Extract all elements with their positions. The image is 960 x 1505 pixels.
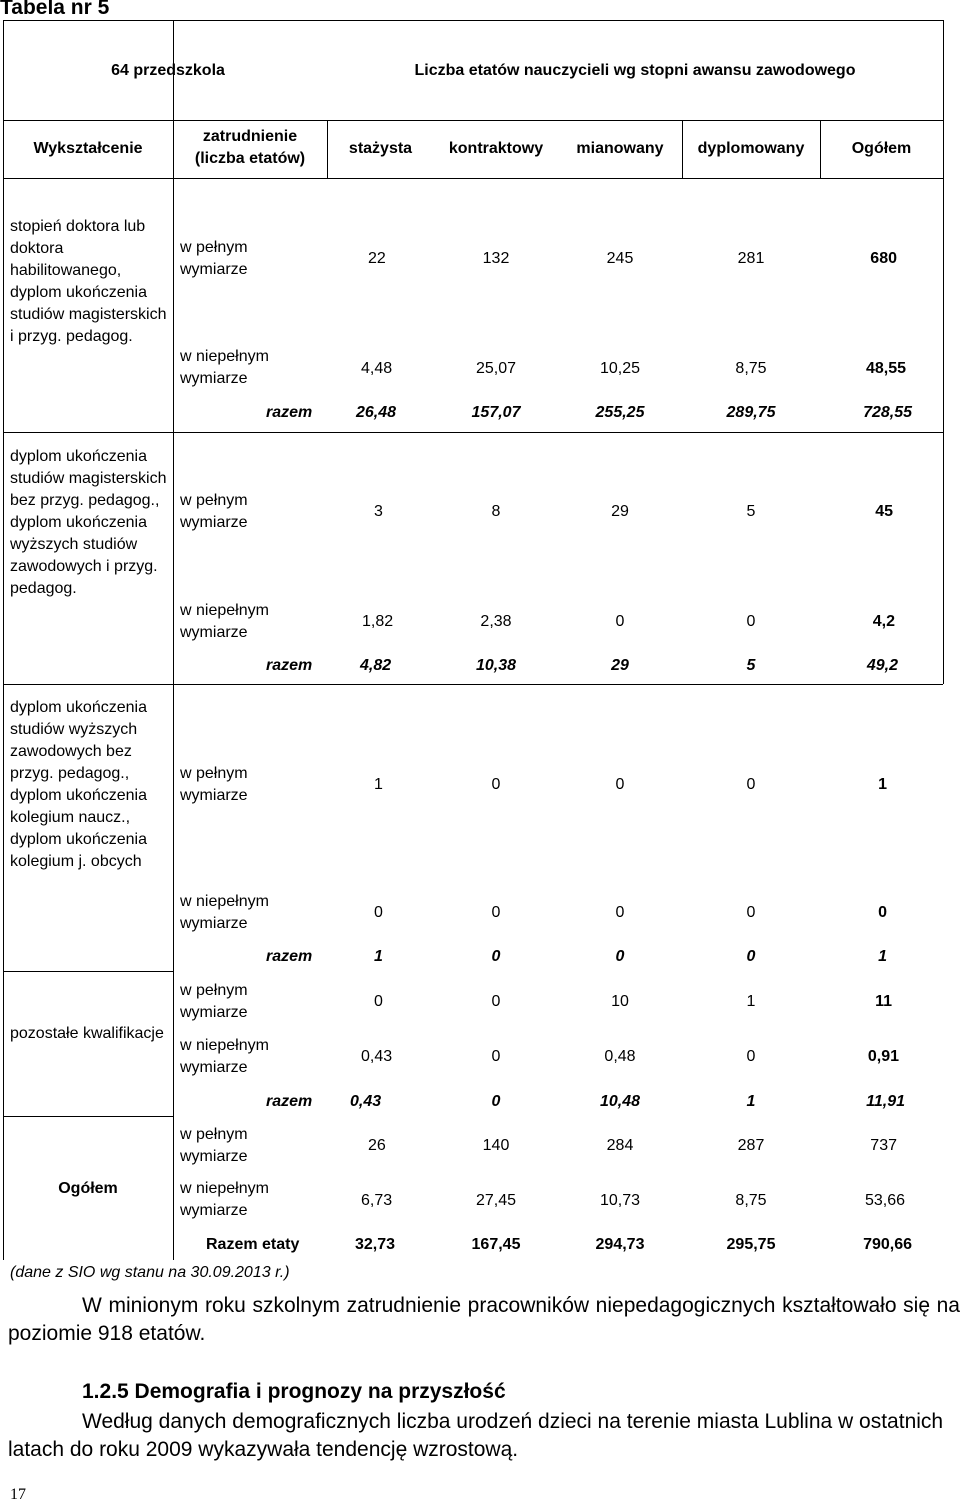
row2-full-label: w pełnym wymiarze	[180, 492, 248, 531]
row2-part-label: w niepełnym wymiarze	[180, 602, 269, 641]
row2-part-intern: 1,82	[362, 613, 394, 630]
row3-full-intern: 1	[374, 776, 383, 793]
group-title: Liczba etatów nauczycieli wg stopni awansu zawodowego	[414, 62, 856, 79]
grand-sum-appointed: 294,73	[595, 1236, 645, 1253]
col-contract: kontraktowy	[448, 140, 544, 157]
row3-sum-contract: 0	[491, 948, 501, 965]
row1-sum-total: 728,55	[863, 404, 912, 421]
row2-full-total: 45	[875, 503, 893, 520]
col-employment: zatrudnienie (liczba etatów)	[194, 128, 306, 167]
grand-sum-contract: 167,45	[471, 1236, 521, 1253]
institutions-count: 64 przedszkola	[111, 62, 225, 79]
row3-sum-total: 1	[878, 948, 887, 965]
row1-part-total: 48,55	[865, 360, 906, 377]
row5-full-contract: 140	[482, 1137, 510, 1154]
row5-full-intern: 26	[368, 1137, 386, 1154]
row4-full-intern: 0	[374, 993, 383, 1010]
row1-full-appointed: 245	[606, 250, 634, 267]
row4-part-certified: 0	[746, 1048, 756, 1065]
row5-part-intern: 6,73	[361, 1192, 393, 1209]
page-number: 17	[10, 1486, 26, 1503]
col-certified: dyplomowany	[697, 140, 805, 157]
row4-sum-label: razem	[266, 1093, 313, 1110]
row1-sum-appointed: 255,25	[595, 404, 645, 421]
row2-sum-label: razem	[266, 657, 313, 674]
row5-full-certified: 287	[737, 1137, 765, 1154]
row1-sum-intern: 26,48	[356, 404, 397, 421]
row3-sum-intern: 1	[374, 948, 383, 965]
row4-full-contract: 0	[491, 993, 501, 1010]
row4-part-total: 0,91	[867, 1048, 899, 1065]
row3-full-total: 1	[878, 776, 887, 793]
row1-full-contract: 132	[482, 250, 510, 267]
paragraph-staff: W minionym roku szkolnym zatrudnienie pracowników niepedagogicznych kształtowało się na poziomie 918 etatów.	[8, 1294, 960, 1345]
row2-full-certified: 5	[746, 503, 756, 520]
row2-sum-certified: 5	[746, 657, 756, 674]
row2-full-contract: 8	[491, 503, 501, 520]
row5-part-label: w niepełnym wymiarze	[180, 1180, 269, 1219]
row5-full-total: 737	[870, 1137, 897, 1154]
col-total: Ogółem	[851, 140, 912, 157]
row3-part-certified: 0	[746, 904, 756, 921]
row3-full-label: w pełnym wymiarze	[180, 765, 248, 804]
row2-full-appointed: 29	[611, 503, 629, 520]
grand-sum-total: 790,66	[863, 1236, 912, 1253]
row3-full-certified: 0	[746, 776, 756, 793]
row1-sum-certified: 289,75	[726, 404, 776, 421]
row1-full-certified: 281	[737, 250, 765, 267]
row3-sum-appointed: 0	[615, 948, 625, 965]
row3-education: dyplom ukończenia studiów wyższych zawodowych bez przyg. pedagog., dyplom ukończenia kolegium naucz., dyplom ukończenia kolegium j. obcych	[10, 699, 147, 870]
row2-sum-intern: 4,82	[360, 657, 392, 674]
row5-full-appointed: 284	[606, 1137, 634, 1154]
col-intern: stażysta	[348, 140, 413, 157]
row3-part-contract: 0	[491, 904, 501, 921]
row1-part-contract: 25,07	[475, 360, 517, 377]
row5-full-label: w pełnym wymiarze	[180, 1126, 248, 1165]
row4-sum-contract: 0	[491, 1093, 501, 1110]
row4-sum-total: 11,91	[866, 1093, 905, 1110]
row4-part-contract: 0	[491, 1048, 501, 1065]
row1-sum-label: razem	[266, 404, 313, 421]
row2-sum-total: 49,2	[866, 657, 898, 674]
row5-education: Ogółem	[58, 1180, 118, 1197]
row3-full-contract: 0	[491, 776, 501, 793]
row1-part-intern: 4,48	[361, 360, 393, 377]
row2-part-certified: 0	[746, 613, 756, 630]
row3-full-appointed: 0	[615, 776, 625, 793]
row2-part-contract: 2,38	[480, 613, 512, 630]
row4-part-intern: 0,43	[361, 1048, 393, 1065]
source-note: (dane z SIO wg stanu na 30.09.2013 r.)	[10, 1264, 290, 1281]
grand-sum-intern: 32,73	[355, 1236, 396, 1253]
row1-part-appointed: 10,25	[599, 360, 641, 377]
col-appointed: mianowany	[576, 140, 664, 157]
section-heading: 1.2.5 Demografia i prognozy na przyszłość	[82, 1380, 506, 1403]
row4-full-certified: 1	[746, 993, 756, 1010]
row4-education: pozostałe kwalifikacje	[10, 1025, 164, 1042]
row3-sum-certified: 0	[746, 948, 756, 965]
row1-education: stopień doktora lub doktora habilitowanego, dyplom ukończenia studiów magisterskich i przyg. pedagog.	[10, 218, 167, 345]
row2-education: dyplom ukończenia studiów magisterskich bez przyg. pedagog., dyplom ukończenia wyższych studiów zawodowych i przyg. pedagog.	[10, 448, 167, 597]
grand-sum-certified: 295,75	[726, 1236, 776, 1253]
row4-full-total: 11	[875, 993, 892, 1010]
row4-full-appointed: 10	[611, 993, 629, 1010]
table-title: Tabela nr 5	[0, 0, 110, 19]
row5-part-certified: 8,75	[735, 1192, 767, 1209]
row2-full-intern: 3	[374, 503, 383, 520]
row3-sum-label: razem	[266, 948, 313, 965]
row5-part-total: 53,66	[864, 1192, 905, 1209]
row1-part-label: w niepełnym wymiarze	[180, 348, 269, 387]
row2-part-total: 4,2	[872, 613, 895, 630]
row1-part-certified: 8,75	[735, 360, 767, 377]
row4-sum-intern: 0,43	[350, 1093, 382, 1110]
row5-part-contract: 27,45	[475, 1192, 517, 1209]
row4-full-label: w pełnym wymiarze	[180, 982, 248, 1021]
row1-full-intern: 22	[368, 250, 386, 267]
row2-sum-contract: 10,38	[475, 657, 517, 674]
row4-sum-appointed: 10,48	[599, 1093, 641, 1110]
row4-part-label: w niepełnym wymiarze	[180, 1037, 269, 1076]
row1-sum-contract: 157,07	[471, 404, 521, 421]
row3-part-appointed: 0	[615, 904, 625, 921]
row3-part-label: w niepełnym wymiarze	[180, 893, 269, 932]
row4-part-appointed: 0,48	[604, 1048, 636, 1065]
row3-part-total: 0	[878, 904, 887, 921]
row2-part-appointed: 0	[615, 613, 625, 630]
row4-sum-certified: 1	[746, 1093, 756, 1110]
row1-full-total: 680	[870, 250, 897, 267]
col-education: Wykształcenie	[33, 140, 143, 157]
row5-part-appointed: 10,73	[599, 1192, 641, 1209]
row1-full-label: w pełnym wymiarze	[180, 239, 248, 278]
row3-part-intern: 0	[374, 904, 383, 921]
grand-sum-label: Razem etaty	[206, 1236, 300, 1253]
row2-sum-appointed: 29	[611, 657, 629, 674]
paragraph-demography: Według danych demograficznych liczba urodzeń dzieci na terenie miasta Lublina w ostatnich latach do roku 2009 wykazywała tendencję wzrostową.	[8, 1410, 944, 1461]
